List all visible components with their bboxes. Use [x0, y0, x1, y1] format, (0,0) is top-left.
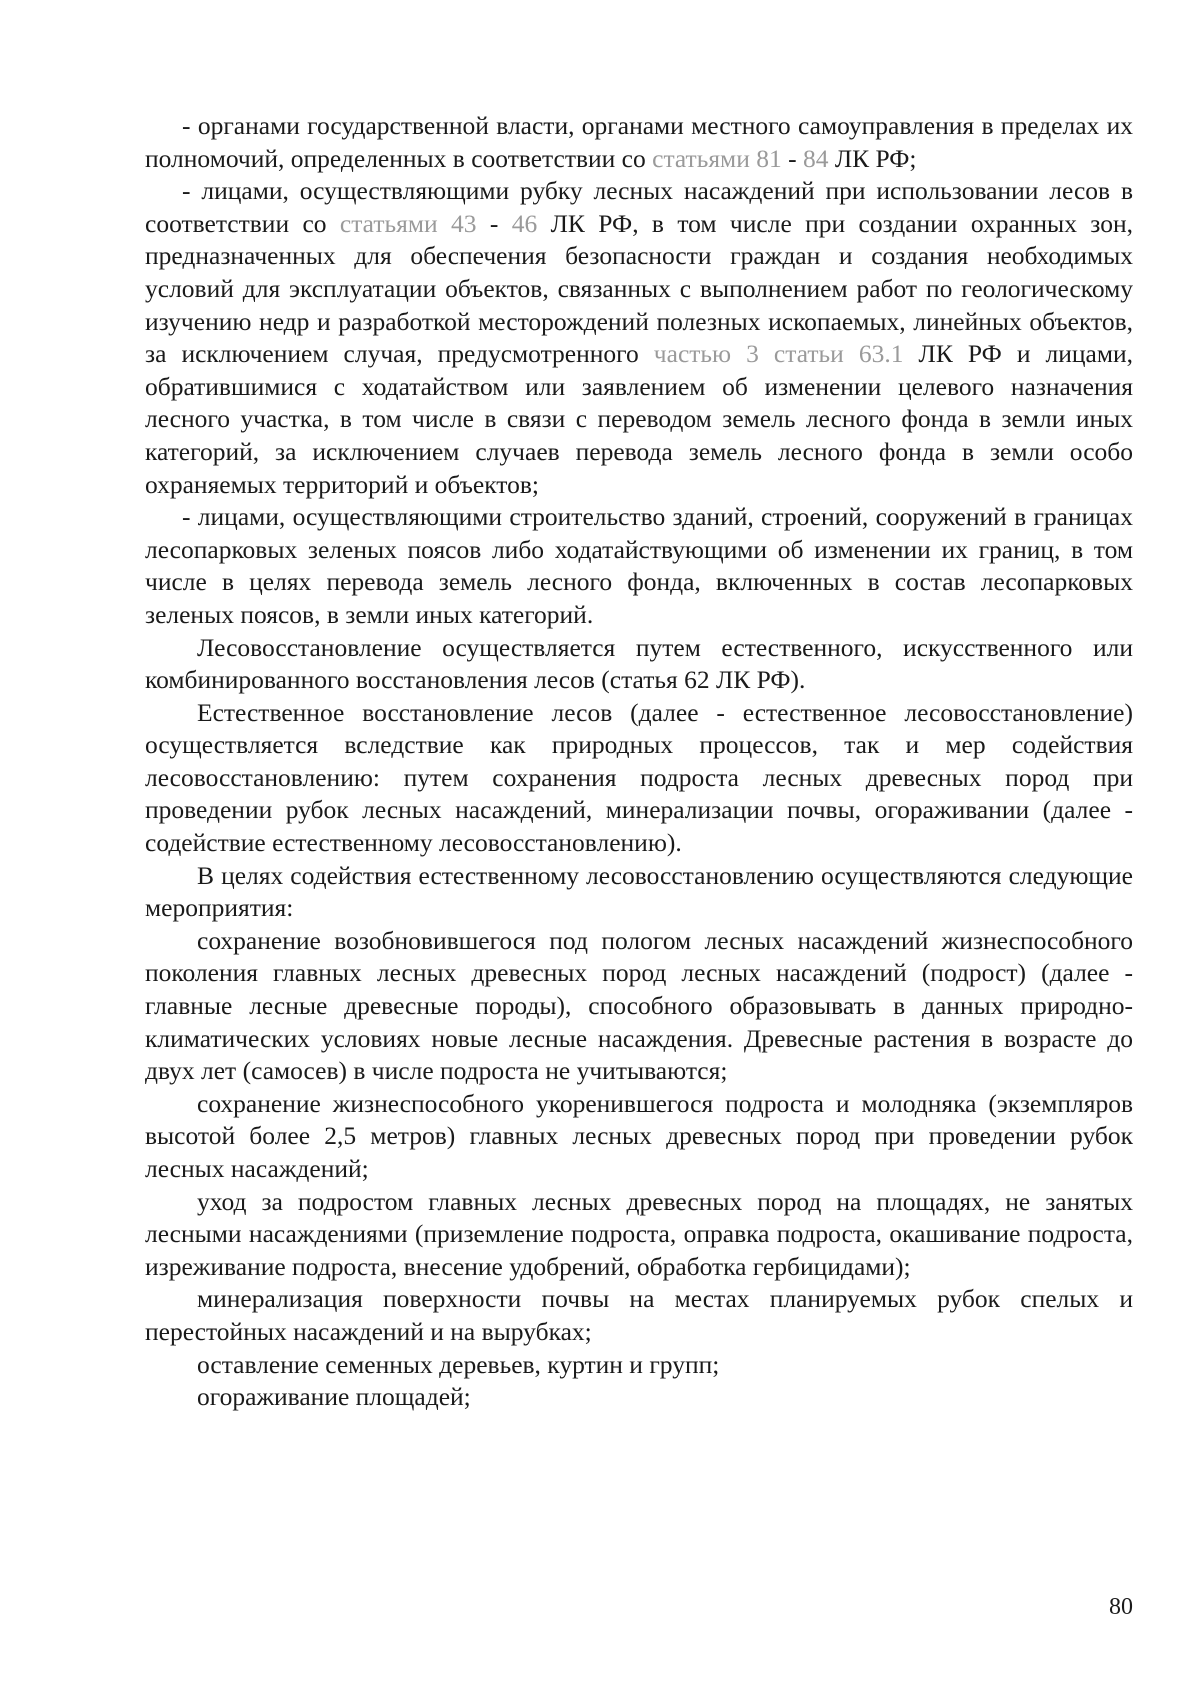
list-item-young-growth-preservation: [145, 1088, 1133, 1186]
paragraph-reforestation: [145, 632, 1133, 697]
paragraph-construction-persons: [145, 501, 1133, 631]
paragraph-measures-intro: [145, 860, 1133, 925]
paragraph-natural-reforestation: [145, 697, 1133, 860]
paragraph-text: огораживание площадей;: [197, 1382, 471, 1412]
paragraph-text: - лицами, осуществляющими строительство зданий, строений, сооружений в границах лесопарковых зеленых поясов либо ходатайствующими об изменении их границ, в том числе в целях перевода земель лесного фонда, включенных в состав лесопарковых зеленых поясов, в земли иных категорий.: [145, 502, 1133, 629]
paragraph-text: сохранение возобновившегося под пологом лесных насаждений жизнеспособного поколения главных лесных древесных пород лесных насаждений (подрост) (далее - главные лесные древесные породы), способного образовывать в данных природно-климатических условиях новые лесные насаждения. Древесные растения в возрасте до двух лет (самосев) в числе подроста не учитываются;: [145, 925, 1133, 1086]
article-link[interactable]: статьями 43: [339, 208, 477, 238]
article-link[interactable]: статьями 81: [652, 143, 782, 173]
article-link[interactable]: частью 3 статьи 63.1: [653, 339, 904, 369]
paragraph-logging-persons: [145, 175, 1133, 501]
paragraph-text: Естественное восстановление лесов (далее - естественное лесовосстановление) осуществляется вследствие как природных процессов, так и мер содействия лесовосстановлению: путем сохранения подроста лесных древесных пород при проведении рубок лесных насаждений, минерализации почвы, огораживании (далее - содействие естественному лесовосстановлению).: [145, 697, 1133, 858]
page-number: 80: [1109, 1594, 1133, 1620]
paragraph-text: -: [781, 143, 803, 173]
list-item-undergrowth-preservation: [145, 925, 1133, 1088]
paragraph-text: минерализация поверхности почвы на местах планируемых рубок спелых и перестойных насаждений и на вырубках;: [145, 1284, 1133, 1346]
document-body: [145, 110, 1133, 1414]
article-link[interactable]: 84: [802, 143, 829, 173]
list-item-soil-mineralization: [145, 1283, 1133, 1348]
paragraph-text: ЛК РФ и лицами, обратившимися с ходатайством или заявлением об изменении целевого назначения лесного участка, в том числе в связи с переводом земель лесного фонда в земли иных категорий, за исключением случаев перевода земель лесного фонда в земли особо охраняемых территорий и объектов;: [145, 339, 1134, 499]
paragraph-text: Лесовосстановление осуществляется путем естественного, искусственного или комбинированного восстановления лесов (статья 62 ЛК РФ).: [145, 632, 1133, 695]
paragraph-text: сохранение жизнеспособного укоренившегося подроста и молодняка (экземпляров высотой более 2,5 метров) главных лесных древесных пород при проведении рубок лесных насаждений;: [145, 1088, 1133, 1183]
paragraph-text: ЛК РФ;: [828, 143, 917, 173]
paragraph-text: - лицами, осуществляющими рубку лесных насаждений при использовании лесов в соответствии со: [145, 176, 1133, 238]
paragraph-text: - органами государственной власти, органами местного самоуправления в пределах их полномочий, определенных в соответствии со: [145, 111, 1133, 173]
paragraph-text: ЛК РФ, в том числе при создании охранных зон, предназначенных для обеспечения безопасности граждан и создания необходимых условий для эксплуатации объектов, связанных с выполнением работ по геологическому изучению недр и разработкой месторождений полезных ископаемых, линейных объектов, за исключением случая, предусмотренного: [145, 208, 1134, 369]
paragraph-authorities: [145, 110, 1133, 175]
paragraph-text: оставление семенных деревьев, куртин и групп;: [197, 1349, 720, 1379]
article-link[interactable]: 46: [511, 208, 538, 238]
paragraph-text: уход за подростом главных лесных древесных пород на площадях, не занятых лесными насаждениями (приземление подроста, оправка подроста, окашивание подроста, изреживание подроста, внесение удобрений, обработка гербицидами);: [145, 1186, 1133, 1281]
list-item-seed-trees: [145, 1349, 1133, 1382]
paragraph-text: В целях содействия естественному лесовосстановлению осуществляются следующие мероприятия:: [145, 860, 1133, 923]
list-item-undergrowth-care: [145, 1186, 1133, 1284]
list-item-fencing: [145, 1381, 1133, 1414]
paragraph-text: -: [476, 208, 512, 238]
